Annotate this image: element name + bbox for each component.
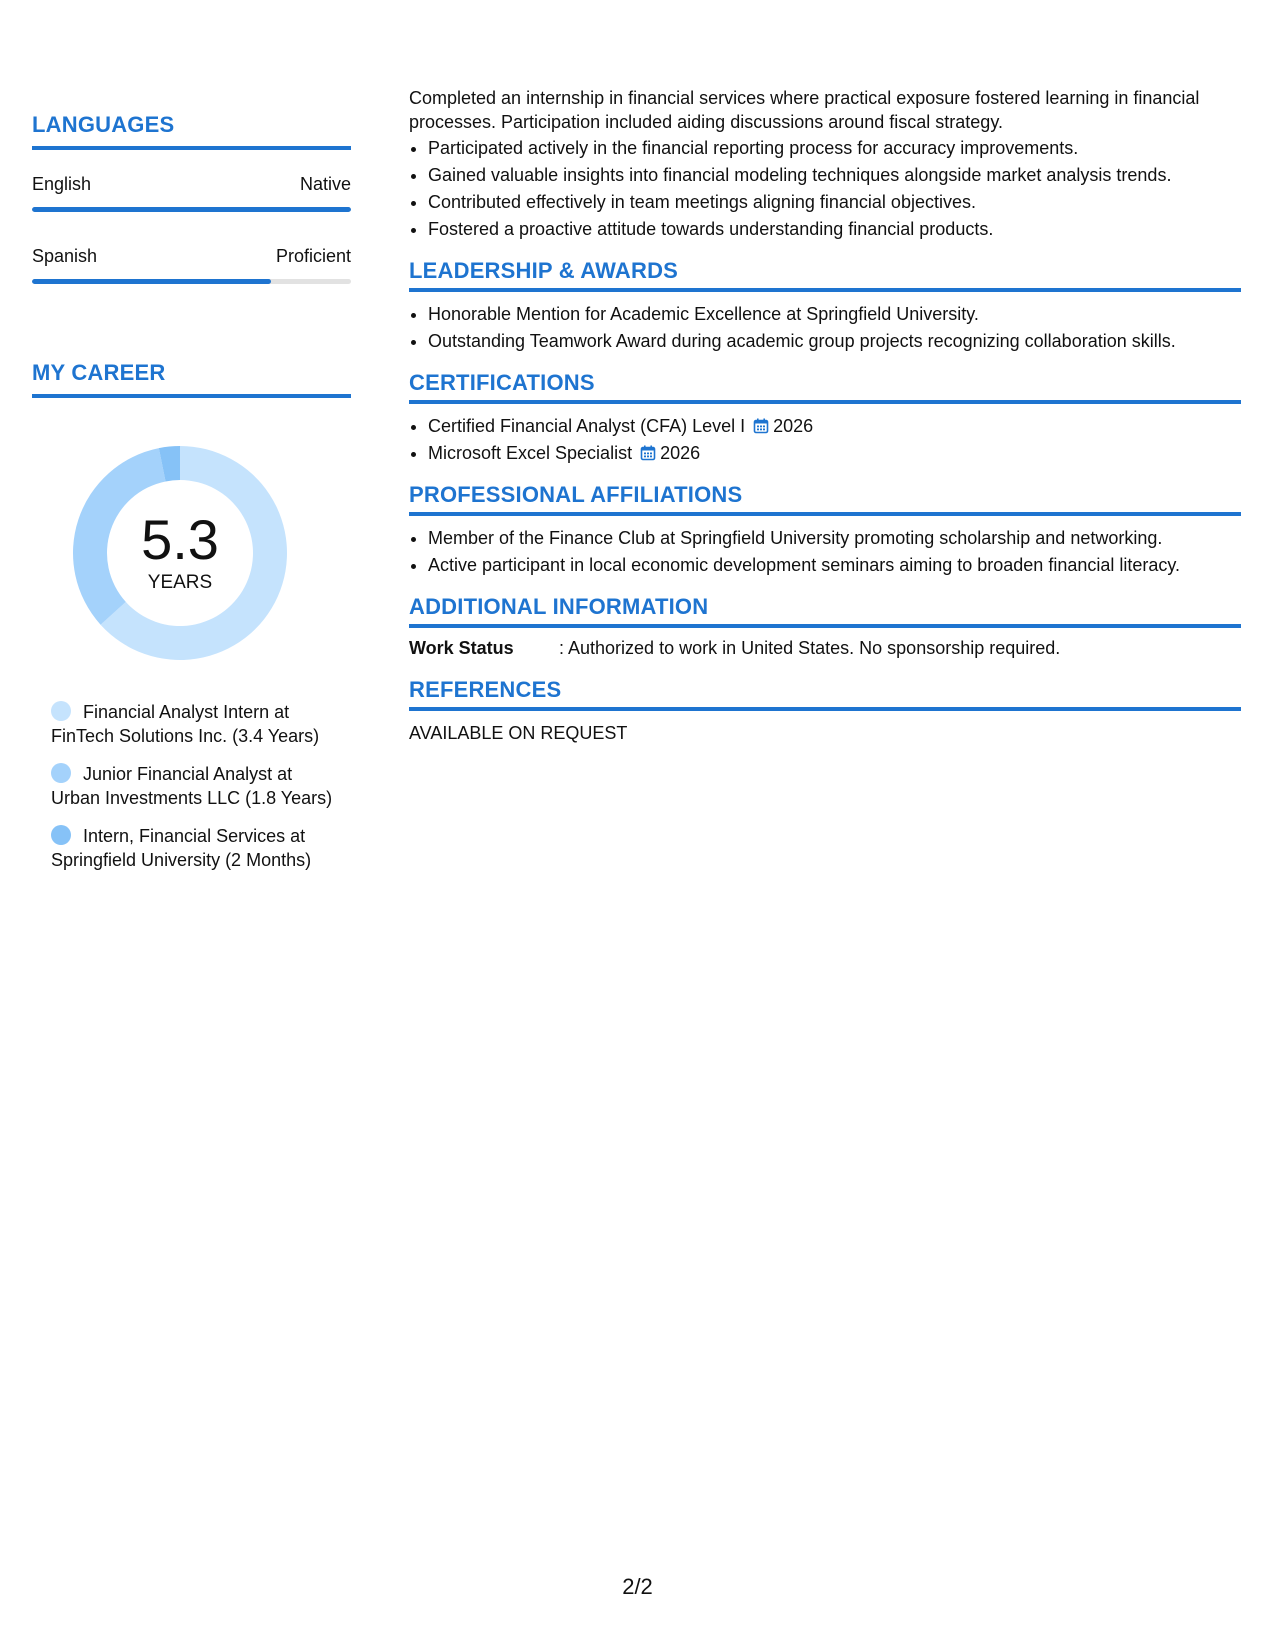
work-status-row xyxy=(409,636,1241,660)
page-number: 2/2 xyxy=(622,1574,653,1599)
experience-bullets xyxy=(409,136,1241,241)
certification-year: 2026 xyxy=(773,416,814,436)
language-item xyxy=(32,246,351,284)
list-item: • Gained valuable insights into financial modeling techniques alongside market analysis trends. xyxy=(428,163,1241,187)
career-legend xyxy=(51,700,336,872)
right-column xyxy=(409,86,1241,745)
language-level: Proficient xyxy=(275,246,351,266)
legend-dot xyxy=(51,763,71,783)
career-section xyxy=(32,360,351,872)
affiliations-heading: PROFESSIONAL AFFILIATIONS xyxy=(409,483,1241,516)
certification-name: Microsoft Excel Specialist xyxy=(428,443,633,463)
calendar-icon xyxy=(640,445,656,461)
work-status-value: : Authorized to work in United States. No sponsorship required. xyxy=(559,638,1061,658)
career-total-value: 5.3 xyxy=(141,508,219,571)
left-column xyxy=(32,112,351,886)
language-level: Native xyxy=(299,174,351,194)
language-bar-fill xyxy=(32,207,351,212)
references-section xyxy=(409,678,1241,745)
language-name: Spanish xyxy=(32,246,98,266)
certification-year: 2026 xyxy=(660,443,701,463)
career-total-unit: YEARS xyxy=(147,572,213,593)
list-item: • Active participant in local economic development seminars aiming to broaden financial literacy. xyxy=(428,553,1241,577)
legend-label: Intern, Financial Services at Springfield University (2 Months) xyxy=(51,826,312,870)
certifications-section xyxy=(409,371,1241,465)
legend-label: Financial Analyst Intern at FinTech Solutions Inc. (3.4 Years) xyxy=(51,702,320,746)
certifications-heading: CERTIFICATIONS xyxy=(409,371,1241,404)
legend-dot xyxy=(51,825,71,845)
additional-info-heading: ADDITIONAL INFORMATION xyxy=(409,595,1241,628)
language-bar xyxy=(32,279,351,284)
list-item: • Outstanding Teamwork Award during academic group projects recognizing collaboration skills. xyxy=(428,329,1241,353)
legend-item xyxy=(51,824,336,872)
legend-label: Junior Financial Analyst at Urban Investments LLC (1.8 Years) xyxy=(51,764,333,808)
list-item: • Contributed effectively in team meetings aligning financial objectives. xyxy=(428,190,1241,214)
language-bar xyxy=(32,207,351,212)
list-item: • Member of the Finance Club at Springfield University promoting scholarship and networking. xyxy=(428,526,1241,550)
legend-item xyxy=(51,700,336,748)
list-item: • Participated actively in the financial reporting process for accuracy improvements. xyxy=(428,136,1241,160)
leadership-heading: LEADERSHIP & AWARDS xyxy=(409,259,1241,292)
certification-name: Certified Financial Analyst (CFA) Level I xyxy=(428,416,746,436)
language-bar-fill xyxy=(32,279,271,284)
work-status-label: Work Status xyxy=(409,638,514,658)
affiliations-section xyxy=(409,483,1241,577)
list-item: • Honorable Mention for Academic Excellence at Springfield University. xyxy=(428,302,1241,326)
career-heading: MY CAREER xyxy=(32,360,351,398)
leadership-section xyxy=(409,259,1241,353)
experience-description: Completed an internship in financial services where practical exposure fostered learning in financial processes. Participation included aiding discussions around fiscal strategy. xyxy=(409,88,1200,132)
references-text: AVAILABLE ON REQUEST xyxy=(409,723,628,743)
list-item xyxy=(428,414,1241,438)
donut-center xyxy=(67,440,293,666)
languages-heading: LANGUAGES xyxy=(32,112,351,150)
references-heading: REFERENCES xyxy=(409,678,1241,711)
additional-info-section xyxy=(409,595,1241,660)
calendar-icon xyxy=(753,418,769,434)
career-donut-chart xyxy=(67,440,293,666)
legend-item xyxy=(51,762,336,810)
legend-dot xyxy=(51,701,71,721)
list-item xyxy=(428,441,1241,465)
language-name: English xyxy=(32,174,92,194)
list-item: • Fostered a proactive attitude towards understanding financial products. xyxy=(428,217,1241,241)
language-item xyxy=(32,174,351,212)
